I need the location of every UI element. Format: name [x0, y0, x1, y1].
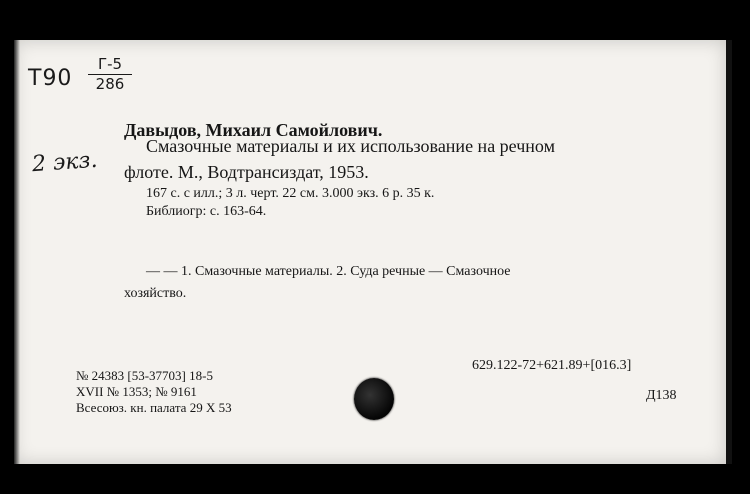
punch-hole — [354, 378, 394, 420]
subject-headings-line-2: хозяйство. — [124, 286, 187, 301]
catalog-code: Д138 — [646, 388, 677, 403]
physical-description: 167 с. с илл.; 3 л. черт. 22 см. 3.000 экз. 6 р. 35 к. — [146, 186, 435, 201]
title-line-1: Смазочные материалы и их использование на речном — [146, 136, 555, 156]
shelf-mark-fraction — [88, 56, 132, 93]
bibliography-note: Библиогр: с. 163-64. — [146, 204, 267, 219]
udc-classification: 629.122-72+621.89+[016.3] — [472, 358, 632, 373]
margin-note-copies: 2 экз. — [31, 147, 99, 178]
card-edge-shadow — [14, 40, 20, 464]
catalog-card — [14, 40, 732, 464]
shelf-mark-numerator: Г-5 — [88, 56, 132, 75]
subject-headings-line-1: — — 1. Смазочные материалы. 2. Суда речные — Смазочное — [146, 264, 511, 279]
registry-volume: XVII № 1353; № 9161 — [76, 384, 197, 399]
shelf-mark-main: Т90 — [28, 66, 73, 91]
author-heading: Давыдов, Михаил Самойлович. — [124, 120, 383, 140]
title-line-2: флоте. М., Водтрансиздат, 1953. — [124, 162, 369, 182]
shelf-mark-denominator: 286 — [95, 75, 125, 93]
publisher-chamber: Всесоюз. кн. палата 29 X 53 — [76, 400, 232, 415]
registry-number: № 24383 [53-37703] 18-5 — [76, 368, 213, 383]
